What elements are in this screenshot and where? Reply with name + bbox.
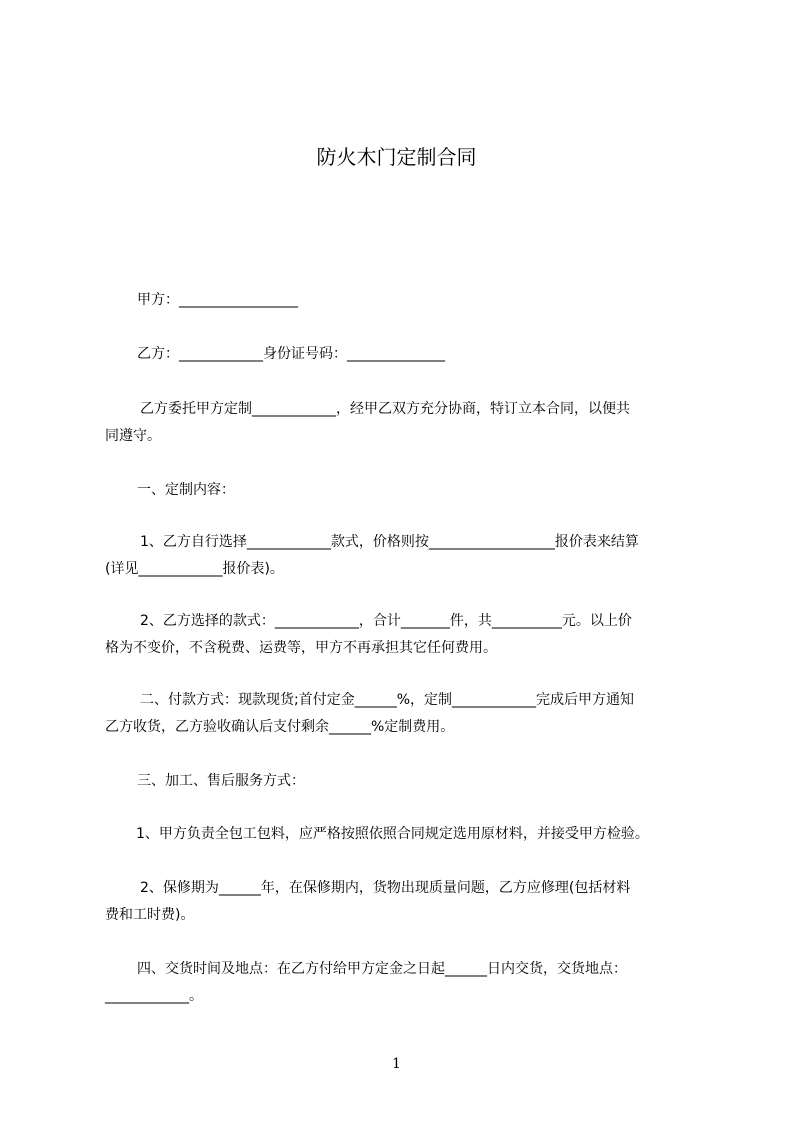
document-title: 防火木门定制合同 (316, 145, 477, 169)
party-a-line: 甲方：_________________ (137, 292, 298, 308)
section-1-item-2-line-1: 2、乙方选择的款式：____________，合计_______件，共__________元。以上价 (140, 613, 632, 629)
intro-paragraph-line-1: 乙方委托甲方定制____________，经甲乙双方充分协商，特订立本合同，以便共 (140, 401, 630, 417)
section-3-heading: 三、加工、售后服务方式： (137, 773, 305, 789)
section-4-line-2: ____________。 (105, 988, 203, 1004)
page-number: 1 (392, 1056, 401, 1072)
section-2-line-2: 乙方收货，乙方验收确认后支付剩余______%定制费用。 (105, 719, 455, 735)
section-4-line-1: 四、交货时间及地点：在乙方付给甲方定金之日起______日内交货，交货地点： (137, 961, 627, 977)
section-1-item-1-line-2: (详见____________报价表)。 (105, 561, 284, 577)
section-1-item-2-line-2: 格为不变价，不含税费、运费等，甲方不再承担其它任何费用。 (105, 640, 497, 656)
section-1-item-1-line-1: 1、乙方自行选择____________款式，价格则按__________________报价表来结算 (140, 534, 639, 550)
section-3-item-2-line-2: 费和工时费)。 (105, 907, 195, 923)
section-3-item-2-line-1: 2、保修期为______年，在保修期内，货物出现质量问题，乙方应修理(包括材料 (140, 880, 631, 896)
section-3-item-1: 1、甲方负责全包工包料，应严格按照依照合同规定选用原材料，并接受甲方检验。 (136, 826, 649, 842)
party-b-line: 乙方：____________身份证号码：______________ (137, 346, 445, 362)
section-2-line-1: 二、付款方式：现款现货;首付定金______%，定制____________完成后甲方通知 (140, 692, 635, 708)
section-1-heading: 一、定制内容： (137, 482, 235, 498)
intro-paragraph-line-2: 同遵守。 (105, 428, 161, 444)
